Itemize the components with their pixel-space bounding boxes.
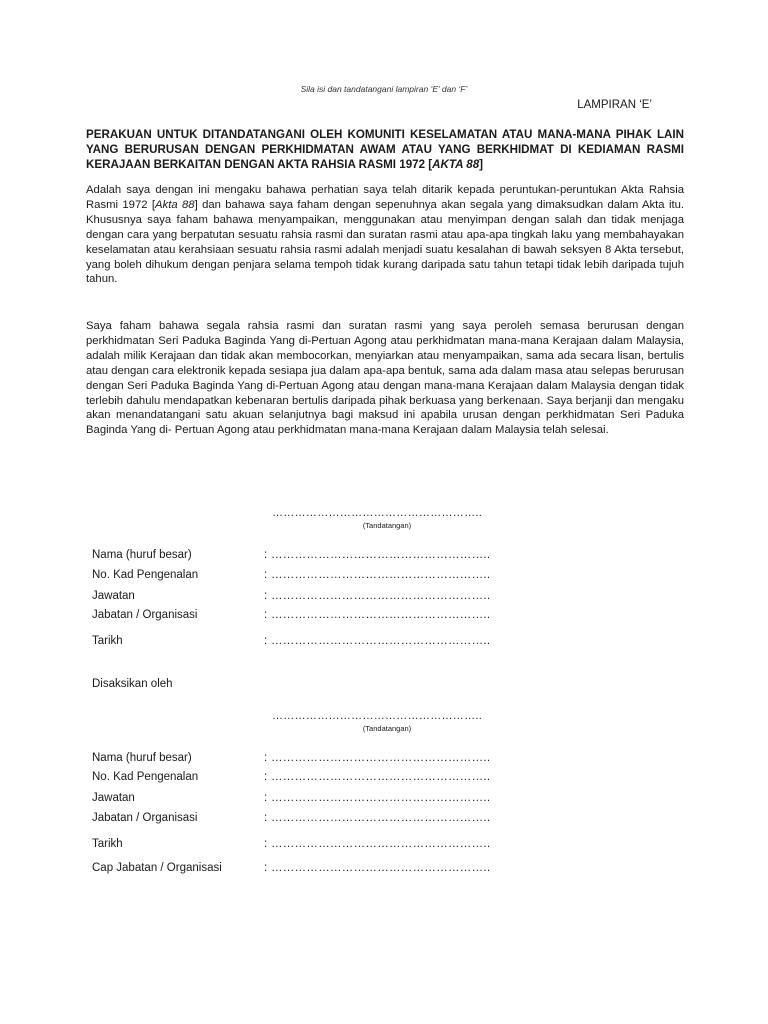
title-text: PERAKUAN UNTUK DITANDATANGANI OLEH KOMUNITI KESELAMATAN ATAU MANA-MANA PIHAK LAIN YANG BERURUSAN DENGAN PERKHIDMATAN AWAM ATAU YANG BERKHIDMAT DI KEDIAMAN RASMI KERAJAAN BERKAITAN DENGAN AKTA RAHSIA RASMI 1972 [ [86, 128, 684, 171]
instruction-note: Sila isi dan tandatangani lampiran ‘E’ dan ‘F’ [300, 84, 468, 94]
title-close: ] [479, 158, 484, 171]
title-act: AKTA 88 [432, 158, 480, 171]
signer-position-field[interactable]: : ……………………………………………….. [264, 590, 491, 602]
signer-signature-label: (Tandatangan) [362, 521, 412, 530]
paragraph-1-part-b: ] dan bahawa saya faham dengan sepenuhnya akan segala yang dimaksudkan dalam Akta itu. Khususnya saya faham bahawa menyampaikan, menggunakan atau menyimpan dengan salah dan tidak menjaga dengan cara yang berpatutan sesuatu rahsia rasmi dan suratan rasmi atau apa-apa tingkah laku yang membahayakan keselamatan atau kerahsiaan sesuatu rahsia rasmi adalah menjadi suatu kesalahan di bawah seksyen 8 Akta tersebut, yang boleh dihukum dengan penjara selama tempoh tidak kurang daripada satu tahun tetapi tidak lebih daripada tujuh tahun. [86, 198, 685, 286]
witness-heading: Disaksikan oleh [92, 678, 173, 690]
signer-date-field[interactable]: : ……………………………………………….. [264, 635, 491, 647]
witness-name-label: Nama (huruf besar) [92, 752, 192, 764]
witness-name-field[interactable]: : ……………………………………………….. [264, 752, 491, 764]
signer-ic-label: No. Kad Pengenalan [92, 569, 199, 581]
witness-signature-label: (Tandatangan) [362, 724, 412, 733]
witness-position-field[interactable]: : ……………………………………………….. [264, 792, 491, 804]
signer-name-label: Nama (huruf besar) [92, 549, 192, 561]
paragraph-2: Saya faham bahawa segala rahsia rasmi dan suratan rasmi yang saya peroleh semasa berurusan dengan perkhidmatan Seri Paduka Baginda Yang di-Pertuan Agong atau perkhidmatan mana-mana Kerajaan dalam Malaysia, adalah milik Kerajaan dan tidak akan membocorkan, menyiarkan atau menyampaikan, sama ada secara lisan, bertulis atau dengan cara elektronik kepada sesiapa jua dalam apa-apa bentuk, sama ada dalam masa atau selepas berurusan dengan Seri Paduka Baginda Yang di-Pertuan Agong atau dengan mana-mana Kerajaan dalam Malaysia dengan tidak terlebih dahulu mendapatkan kebenaran bertulis daripada pihak berkuasa yang berkenaan. Saya berjanji dan mengaku akan menandatangani satu akuan selanjutnya bagi maksud ini apabila urusan dengan perkhidmatan Seri Paduka Baginda Yang di- Pertuan Agong atau perkhidmatan mana-mana Kerajaan dalam Malaysia telah selesai. [86, 320, 684, 437]
witness-stamp-label: Cap Jabatan / Organisasi [92, 862, 222, 874]
paragraph-1-act: Akta 88 [155, 198, 195, 211]
document-title [86, 127, 684, 172]
signer-position-label: Jawatan [92, 590, 135, 602]
witness-date-field[interactable]: : ……………………………………………….. [264, 838, 491, 850]
paragraph-1 [86, 183, 684, 287]
witness-position-label: Jawatan [92, 792, 135, 804]
signer-department-label: Jabatan / Organisasi [92, 609, 198, 621]
appendix-label: LAMPIRAN ‘E’ [577, 99, 652, 111]
witness-department-label: Jabatan / Organisasi [92, 812, 198, 824]
witness-date-label: Tarikh [92, 838, 123, 850]
witness-ic-label: No. Kad Pengenalan [92, 771, 199, 783]
signer-ic-field[interactable]: : ……………………………………………….. [264, 569, 491, 581]
signer-date-label: Tarikh [92, 635, 123, 647]
witness-department-field[interactable]: : ……………………………………………….. [264, 812, 491, 824]
signer-signature-line[interactable]: ……………………………………………….. [272, 507, 483, 519]
witness-stamp-field[interactable]: : ……………………………………………….. [264, 862, 491, 874]
witness-signature-line[interactable]: ……………………………………………….. [272, 710, 483, 722]
signer-name-field[interactable]: : ……………………………………………….. [264, 549, 491, 561]
paragraph-1-part-a: Adalah saya dengan ini mengaku bahawa perhatian saya telah ditarik kepada peruntukan-peruntukan Akta Rahsia Rasmi 1972 [ [86, 184, 684, 211]
signer-department-field[interactable]: : ……………………………………………….. [264, 609, 491, 621]
witness-ic-field[interactable]: : ……………………………………………….. [264, 771, 491, 783]
